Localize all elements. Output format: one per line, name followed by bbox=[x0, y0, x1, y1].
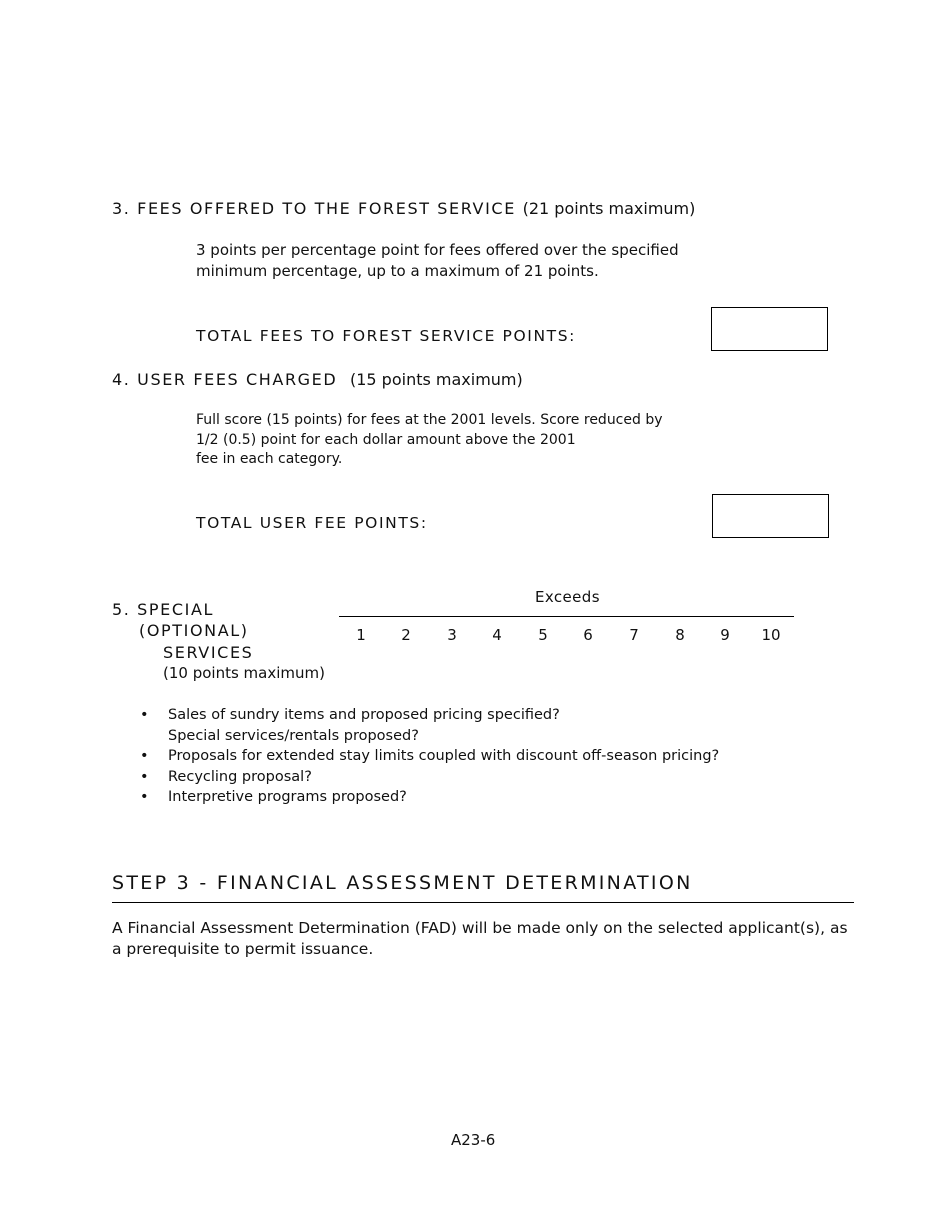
list-item bbox=[140, 767, 719, 788]
scale-option-2[interactable]: 2 bbox=[401, 626, 411, 644]
scale-option-4[interactable]: 4 bbox=[492, 626, 502, 644]
scale-option-1[interactable]: 1 bbox=[356, 626, 366, 644]
list-item-text: Interpretive programs proposed? bbox=[168, 789, 407, 805]
step-3-paragraph-line-2: a prerequisite to permit issuance. bbox=[112, 940, 374, 958]
scale-option-5[interactable]: 5 bbox=[538, 626, 548, 644]
list-item bbox=[140, 787, 719, 808]
list-item bbox=[140, 746, 719, 767]
section-5-title-line-3: SERVICES bbox=[163, 643, 254, 662]
scale-option-3[interactable]: 3 bbox=[447, 626, 457, 644]
scale-header-rule bbox=[339, 616, 794, 617]
section-3-desc-line-1: 3 points per percentage point for fees offered over the specified bbox=[196, 241, 679, 259]
scale-option-8[interactable]: 8 bbox=[675, 626, 685, 644]
total-user-fee-score-box[interactable] bbox=[712, 494, 829, 538]
total-fees-label: TOTAL FEES TO FOREST SERVICE POINTS: bbox=[196, 327, 576, 345]
total-user-fee-label: TOTAL USER FEE POINTS: bbox=[196, 514, 428, 532]
list-item bbox=[140, 705, 719, 746]
section-5-max: (10 points maximum) bbox=[163, 664, 325, 682]
step-3-rule bbox=[112, 902, 854, 903]
section-3-max: (21 points maximum) bbox=[522, 199, 696, 218]
scale-option-6[interactable]: 6 bbox=[583, 626, 593, 644]
section-3-description bbox=[196, 240, 679, 282]
step-3-paragraph-line-1: A Financial Assessment Determination (FAD) will be made only on the selected applicant(s), as bbox=[112, 919, 848, 937]
list-item-continuation: Special services/rentals proposed? bbox=[168, 727, 419, 744]
list-item-text: Sales of sundry items and proposed pricing specified? bbox=[168, 707, 560, 723]
section-4-title: USER FEES CHARGED bbox=[137, 370, 338, 389]
section-5-title-line-1: 5. SPECIAL bbox=[112, 600, 215, 619]
bullet-icon: • bbox=[140, 768, 149, 785]
scale-header-exceeds: Exceeds bbox=[535, 588, 600, 606]
scale-option-9[interactable]: 9 bbox=[720, 626, 730, 644]
section-4-description bbox=[196, 411, 663, 470]
section-3-desc-line-2: minimum percentage, up to a maximum of 21 points. bbox=[196, 262, 599, 280]
section-4-desc-line-3: fee in each category. bbox=[196, 451, 343, 467]
section-4-number: 4. bbox=[112, 370, 131, 389]
scale-option-10[interactable]: 10 bbox=[761, 626, 781, 644]
section-4-max: (15 points maximum) bbox=[349, 370, 523, 389]
step-3-title: STEP 3 - FINANCIAL ASSESSMENT DETERMINATION bbox=[112, 872, 693, 894]
section-3-title: FEES OFFERED TO THE FOREST SERVICE bbox=[137, 199, 516, 218]
section-5-title-line-2: (OPTIONAL) bbox=[139, 621, 249, 640]
bullet-icon: • bbox=[140, 707, 149, 723]
section-4-heading bbox=[112, 370, 523, 389]
total-fees-score-box[interactable] bbox=[711, 307, 828, 351]
section-3-number: 3. bbox=[112, 199, 131, 218]
step-3-paragraph bbox=[112, 918, 848, 960]
special-services-list bbox=[140, 705, 719, 808]
section-4-desc-line-2: 1/2 (0.5) point for each dollar amount above the 2001 bbox=[196, 431, 576, 448]
section-3-heading bbox=[112, 199, 695, 218]
list-item-text: Recycling proposal? bbox=[168, 768, 312, 785]
section-4-desc-line-1: Full score (15 points) for fees at the 2001 levels. Score reduced by bbox=[196, 412, 663, 428]
scale-option-7[interactable]: 7 bbox=[629, 626, 639, 644]
bullet-icon: • bbox=[140, 789, 149, 805]
bullet-icon: • bbox=[140, 748, 149, 764]
page-number: A23-6 bbox=[451, 1131, 496, 1149]
list-item-text: Proposals for extended stay limits coupled with discount off-season pricing? bbox=[168, 748, 720, 764]
